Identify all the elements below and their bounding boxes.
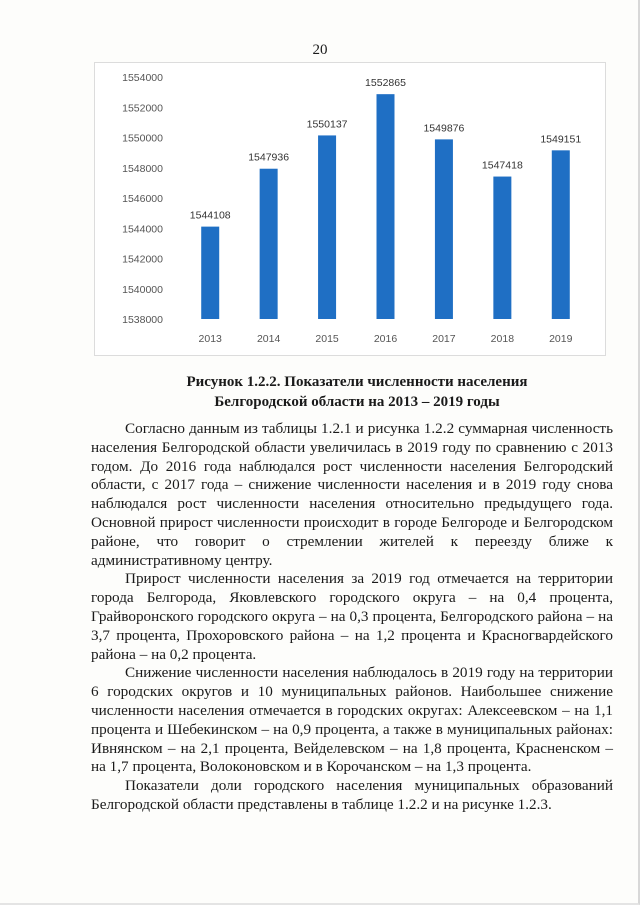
chart-canvas: [95, 63, 605, 355]
x-tick-label: 2014: [256, 333, 281, 345]
paragraph: Показатели доли городского населения муниципальных образований Белгородской области представлены в таблице 1.2.2 и на рисунке 1.2.3.: [91, 777, 613, 813]
y-tick-label: 1552000: [122, 102, 163, 115]
x-tick-label: 2013: [198, 333, 222, 345]
x-tick-label: 2015: [315, 333, 339, 345]
bar: [377, 94, 395, 319]
y-tick-label: 1538000: [122, 314, 163, 326]
bar-data-label: 1547936: [248, 151, 290, 164]
y-tick-label: 1540000: [122, 283, 163, 296]
paragraph: Снижение численности населения наблюдалось в 2019 году на территории 6 городских округов и 10 муниципальных районов. Наибольшее снижение численности населения отмечается в городских округах: Алексеевском – на 1,1 процента и Шебекинском – на 0,9 процента, а также в муниципальных районах: Ивнянском – на 2,1 процента, Вейделевском – на 1,8 процента, Красненском – на 1,7 процента, Волоконовском и в Корочанском – на 1,3 процента.: [91, 664, 613, 776]
bar-data-label: 1547418: [481, 159, 523, 172]
x-tick-label: 2017: [432, 333, 456, 345]
x-axis: [199, 333, 573, 345]
bar: [493, 177, 511, 319]
bar-data-label: 1552865: [365, 77, 406, 90]
bar-series: [201, 94, 570, 319]
bar-data-label: 1549876: [423, 122, 465, 135]
population-bar-chart: [94, 62, 606, 356]
y-tick-label: 1542000: [122, 253, 163, 266]
y-tick-label: 1548000: [122, 162, 163, 175]
x-tick-label: 2018: [490, 333, 515, 345]
bar-data-label: 1550137: [306, 118, 348, 131]
bar: [552, 150, 570, 319]
paragraph: Прирост численности населения за 2019 год отмечается на территории города Белгорода, Яковлевского городского округа – на 0,4 процента, Грайворонского городского округа – на 0,3 процента, Белгородского района – на 3,7 процента, Прохоровского района – на 1,2 процента и Красногвардейского района – на 0,2 процента.: [91, 570, 613, 663]
figure-caption-line-1: Рисунок 1.2.2. Показатели численности населения: [186, 374, 528, 390]
y-tick-label: 1544000: [122, 223, 163, 236]
bar: [260, 169, 278, 319]
y-tick-label: 1550000: [122, 132, 163, 145]
y-axis: [122, 72, 163, 326]
bar: [201, 227, 219, 319]
y-tick-label: 1554000: [122, 72, 163, 84]
figure-caption-line-2: Белгородской области на 2013 – 2019 годы: [214, 394, 500, 410]
x-tick-label: 2016: [373, 333, 398, 345]
page-number: 20: [312, 42, 328, 58]
bar-data-label: 1544108: [189, 209, 231, 222]
y-tick-label: 1546000: [122, 193, 163, 205]
paragraph: Согласно данным из таблицы 1.2.1 и рисунка 1.2.2 суммарная численность населения Белгородской области увеличилась в 2019 году по сравнению с 2013 годом. До 2016 года наблюдался рост численности населения Белгородский области, с 2017 года – снижение численности населения и в 2019 году снова наблюдался рост численности населения относительно предыдущего года. Основной прирост численности происходит в городе Белгороде и Белгородском районе, что говорит о стремлении жителей к переезду ближе к административному центру.: [91, 420, 613, 569]
bar: [318, 135, 336, 319]
body-text: [91, 420, 613, 815]
bar: [435, 139, 453, 319]
x-tick-label: 2019: [549, 333, 573, 345]
bar-data-label: 1549151: [540, 133, 582, 146]
